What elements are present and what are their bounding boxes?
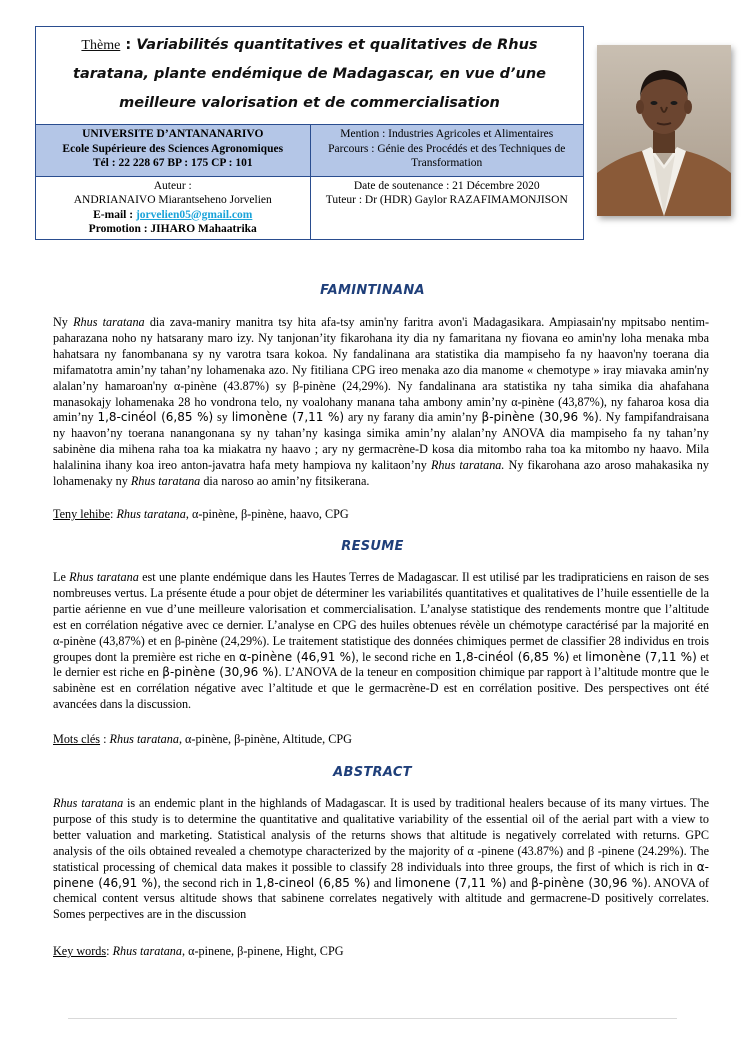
author-label: Auteur : [153, 179, 192, 192]
keywords-separator: : [106, 944, 113, 958]
author-email-line [40, 208, 306, 223]
abstract-keywords [53, 944, 709, 960]
species-name: Rhus taratana [130, 474, 201, 489]
thesis-theme [36, 27, 583, 125]
text-run: . L’ANOVA de la teneur en composition chimique par rapport à l’altitude montre que le sabinène est en corrélation négative avec l’altitude et que le germacrène-D est en corrélation positive. Des perspectives ont été avancées dans la discussion. [53, 665, 709, 712]
text-run: sy [213, 410, 232, 425]
text-run: and [506, 875, 532, 890]
keyword-species: Rhus taratana [112, 944, 182, 958]
compound-value: limonène (7,11 %) [585, 649, 697, 664]
text-run: , le second riche en [355, 649, 455, 664]
tutor: Tuteur : Dr (HDR) Gaylor RAZAFIMAMONJISON [325, 194, 568, 206]
text-run: is an endemic plant in the highlands of Madagascar. It is used by traditional healers because of its many virtues. The purpose of this study is to determine the quantitative and qualitative variability of the essential oil of the aerial part with a view to better valuation and marketing. Statistical analysis of the returns shows that altitude is negatively correlated with returns. GPC analysis of the oils obtained revealed a chemotype characterized by the majority of α -pinene (43.87%) and β -pinene (24.29%). The statistical processing of chemical data makes it possible to classify 28 individuals into three groups, the first of which is rich in [53, 796, 710, 874]
keywords-list: , α-pinène, β-pinène, haavo, CPG [185, 507, 349, 521]
famintinana-title: FAMINTINANA [320, 283, 425, 298]
defense-date: Date de soutenance : 21 Décembre 2020 [353, 179, 540, 192]
parcours: Parcours : Génie des Procédés et des Techniques de Transformation [328, 142, 566, 169]
theme-species: Rhus taratana [73, 37, 538, 82]
compound-value: α-pinène (46,91 %) [238, 649, 356, 664]
text-run: et le dernier est riche en [53, 649, 710, 680]
abstract-title: ABSTRACT [333, 765, 412, 780]
abstract-paragraph [53, 796, 709, 923]
compound-value: limonene (7,11 %) [394, 875, 507, 890]
compound-value: 1,8-cineol (6,85 %) [255, 875, 371, 890]
promotion: Promotion : JIHARO Mahaatrika [88, 223, 257, 235]
author-photo [597, 45, 731, 216]
text-run: Le [53, 570, 70, 584]
text-run: . Ny fampifandraisana ny haavon’ny toerana nanangonana sy ny tahan’ny kasinga simika amin’ny alalan’ny ANOVA dia mampiseho fa ny tahan’ny sabinène dia mihena raha toa ka miakatra ny haavo ; ary ny germacrène-D kosa dia mitombo raha toa ka mitombo ny haavo. Mila halalinina ihany koa ireo anton-javatra hafa mety hampiova ny kalitaon’ny [53, 410, 710, 473]
email-label: E-mail : [93, 208, 136, 221]
resume-keywords [53, 732, 709, 748]
compound-value: β-pinène (30,96 %) [162, 665, 279, 680]
text-run: ary ny farany dia amin’ny [344, 410, 482, 425]
compound-value: β-pinène (30,96 %) [481, 410, 599, 425]
compound-value: 1,8-cinéol (6,85 %) [97, 410, 214, 425]
theme-text-part1: Variabilités quantitatives et qualitatives de [136, 37, 498, 53]
institution-row [36, 125, 583, 177]
famintinana-paragraph [53, 315, 709, 490]
theme-separator: : [120, 37, 137, 53]
species-name: Rhus taratana. [430, 458, 505, 473]
keywords-list: , α-pinene, β-pinene, Hight, CPG [182, 944, 344, 958]
text-run: and [370, 875, 395, 890]
theme-label: Thème [81, 38, 121, 53]
text-run: est une plante endémique dans les Hautes Terres de Madagascar. Il est utilisé par les tradipraticiens en raison de ses nombreuses vertus. La présente étude a pour objet de déterminer les variabilités quantitatives et qualitatives de l’huile essentielle de la partie aérienne en vue d’une meilleure valorisation et commercialisation. L’analyse statistique des rendements montre que l’altitude est en corrélation négative avec ce dernier. L’analyse en CPG des huiles obtenues révèle un chémotype caractérisé par la majorité en α-pinène (43,87%) et en β-pinène (24,29%). Le traitement statistique des données chimiques permet de classifier 28 individus en trois groupes dont la première est riche en [53, 570, 709, 664]
famintinana-keywords [53, 507, 709, 523]
defense-cell [310, 177, 584, 239]
program-cell [310, 125, 584, 176]
text-run: Ny [53, 315, 74, 329]
theme-text-part2: , plante endémique de Madagascar, en vue d’une meilleure valorisation et de commercialisation [119, 66, 546, 111]
author-cell [36, 177, 310, 239]
keyword-species: Rhus taratana [116, 507, 186, 521]
species-name: Rhus taratana [69, 570, 139, 584]
author-name: ANDRIANAIVO Miarantseheno Jorvelien [73, 194, 272, 206]
compound-value: β-pinène (30,96 %) [531, 875, 648, 890]
compound-value: limonène (7,11 %) [231, 410, 345, 425]
compound-value: 1,8-cinéol (6,85 %) [454, 649, 570, 664]
thesis-info-box [35, 26, 584, 240]
keywords-separator: : [100, 732, 110, 746]
keywords-list: , α-pinène, β-pinène, Altitude, CPG [178, 732, 352, 746]
keywords-label: Key words [53, 944, 107, 958]
text-run: dia naroso ao amin’ny fitsikerana. [200, 474, 370, 489]
university-name: UNIVERSITE D’ANTANANARIVO [82, 128, 264, 140]
species-name: Rhus taratana [53, 796, 124, 810]
email-link[interactable]: jorvelien05@gmail.com [135, 208, 253, 221]
footer-divider [68, 1018, 677, 1019]
mention: Mention : Industries Agricoles et Alimentaires [340, 128, 554, 140]
compound-value: α-pinene (46,91 %) [53, 859, 709, 890]
text-run: et [569, 649, 586, 664]
school-contact: Tél : 22 228 67 BP : 175 CP : 101 [92, 157, 253, 169]
text-run: . ANOVA of chemical content versus altitude shows that sabinene correlates negatively with altitude and germacrene-D positively correlates. Somes perpectives are in the discussion [53, 875, 709, 922]
keywords-label: Mots clés [53, 732, 101, 746]
resume-title: RESUME [341, 539, 404, 554]
school-name: Ecole Supérieure des Sciences Agronomiques [62, 142, 284, 155]
author-row [36, 177, 583, 239]
keywords-separator: : [110, 507, 117, 521]
text-run: , the second rich in [157, 875, 256, 890]
text-run: dia zava-maniry manitra tsy hita afa-tsy amin'ny faritra avon'i Madagasikara. Ampiasain'ny mpitsabo nentim-paharazana noho ny hatsarany maro izy. Ny tanjonan’ity fikarohana ity dia ny famaritana ny fiovana eo amin'ny loha menaka mba hahatsara ny fanombanana sy ny varotra tsara kokoa. Ny fandalinana ara statistika dia mampiseho fa ny haavon'ny toerana dia mifamatotra amin’ny tahan’ny lohamenaka azo. Ny fitiliana CPG ireo menaka azo dia manome « chemotype » iray miavaka amin'ny alalan’ny hamaroan'ny α-pinène (43.87%) sy β-pinène (24,29%). Ny fandalinana ara statistika ny taha simika dia ahafahana manasokajy lohamenaka 28 ho vondrona telo, ny voalohany manana taha ambony amin’ny α-pinène (43,87%), ny faharoa kosa dia amin’ny [53, 315, 710, 425]
keywords-label: Teny lehibe [53, 507, 111, 521]
institution-cell [36, 125, 310, 176]
species-name: Rhus taratana [73, 315, 145, 329]
resume-paragraph [53, 570, 709, 713]
text-run: Ny fikarohana azo aroso mahakasika ny lohamenaky ny [53, 458, 709, 489]
keyword-species: Rhus taratana [109, 732, 179, 746]
